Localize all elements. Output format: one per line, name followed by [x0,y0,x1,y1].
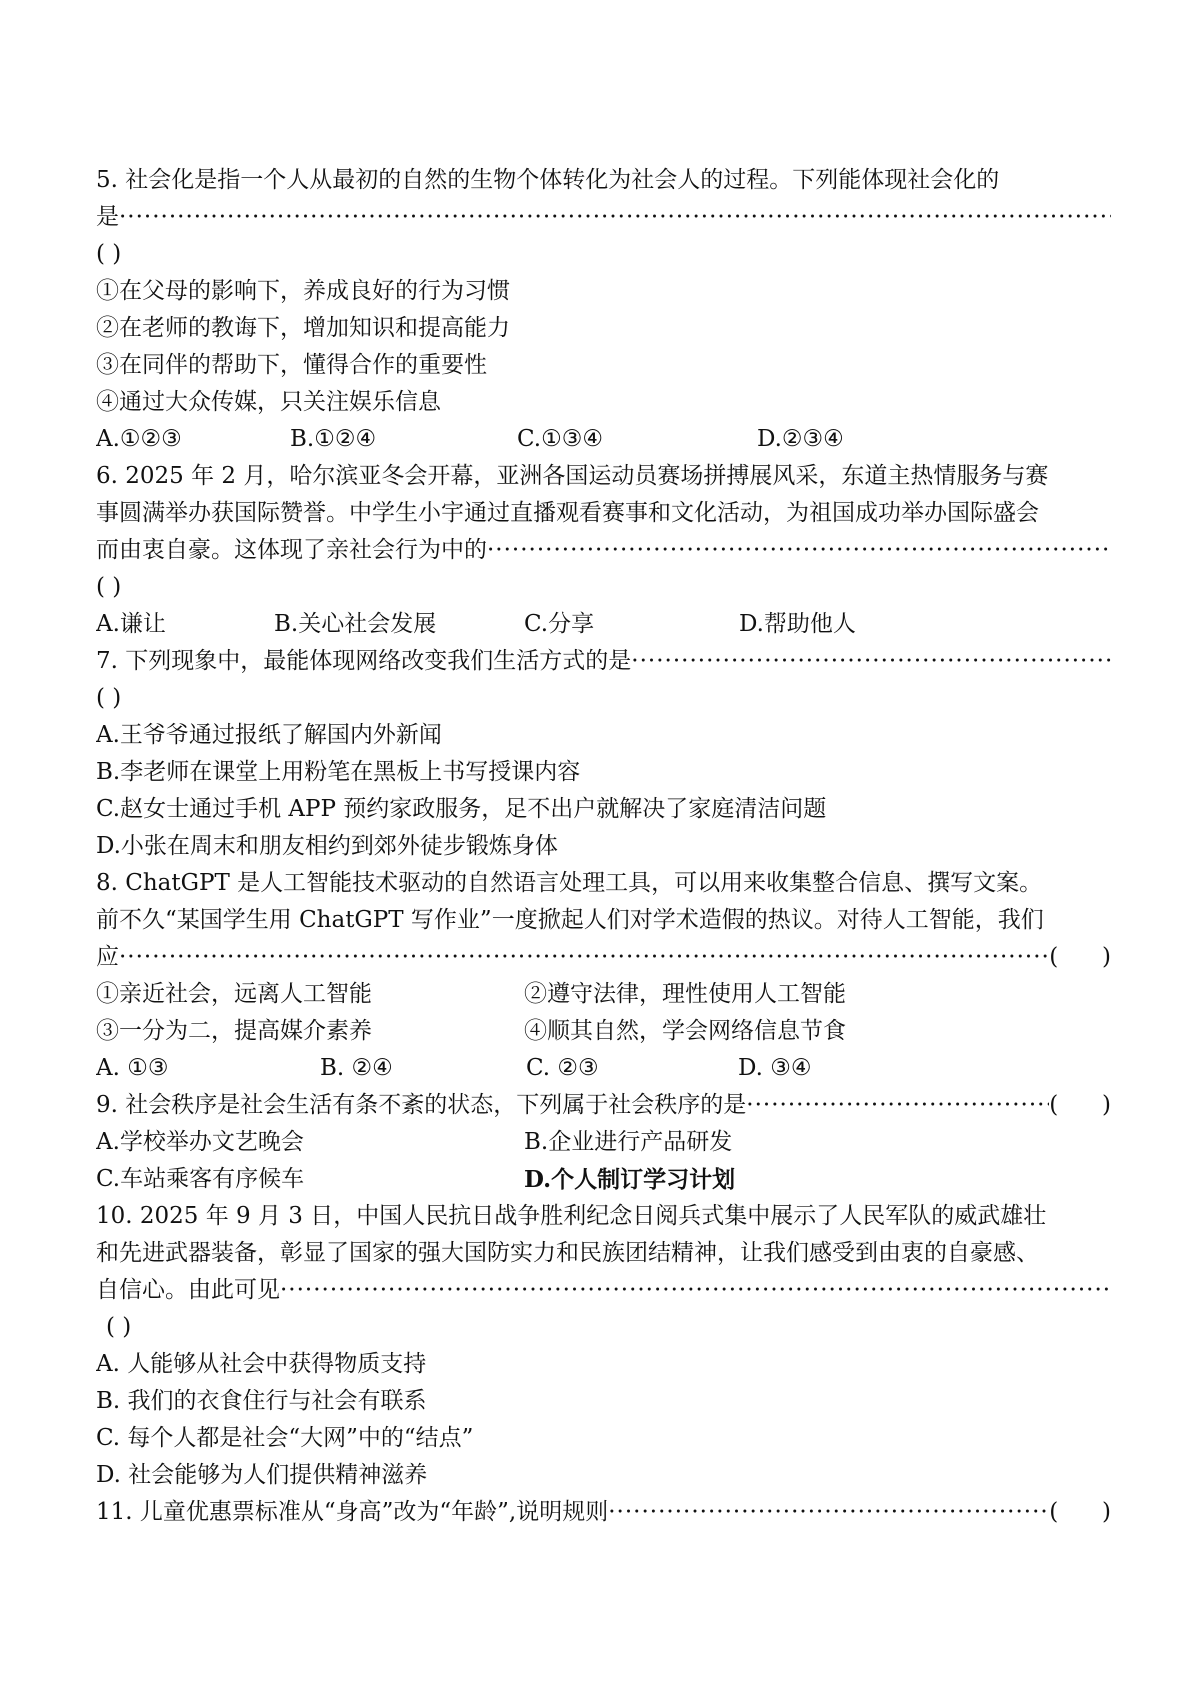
question-stem-leader: 而由衷自豪。这体现了亲社会行为中的 ····· [96,532,1111,569]
option-b[interactable]: B.企业进行产品研发 [524,1129,733,1155]
option-c[interactable]: C.车站乘客有序候车 [96,1166,305,1192]
option-row [96,1124,1111,1161]
statement-item: ①在父母的影响下，养成良好的行为习惯 [96,278,510,304]
question-stem: 8. ChatGPT 是人工智能技术驱动的自然语言处理工具，可以用来收集整合信息、撰写文案。 [96,870,1043,896]
option-c[interactable]: C.①③④ [517,426,603,452]
question-stem: 和先进武器装备，彰显了国家的强大国防实力和民族团结精神，让我们感受到由衷的自豪感、 [96,1240,1039,1266]
option-c[interactable]: C. 每个人都是社会“大网”中的“结点” [96,1425,474,1451]
dot-leader [608,1494,1049,1531]
option-b[interactable]: B. ②④ [320,1055,393,1081]
question-stem-leader: 11. 儿童优惠票标准从“身高”改为“年龄”,说明规则 ····· ( ) [96,1494,1111,1531]
question-stem: 10. 2025 年 9 月 3 日，中国人民抗日战争胜利纪念日阅兵式集中展示了人民军队的威武雄壮 [96,1203,1047,1229]
dot-leader [119,939,1049,976]
question-stem-leader: 自信心。由此可见 ····· [96,1272,1111,1309]
option-d[interactable]: D.小张在周末和朋友相约到郊外徒步锻炼身体 [96,833,558,859]
option-d[interactable]: D. 社会能够为人们提供精神滋养 [96,1462,428,1488]
question-6 [96,458,1111,643]
answer-options [96,421,1111,458]
statement-item: ②在老师的教诲下，增加知识和提高能力 [96,315,510,341]
statement-item: ③在同伴的帮助下，懂得合作的重要性 [96,352,487,378]
answer-blank[interactable]: ( ) [96,241,122,267]
answer-blank[interactable]: ( ) [106,1314,132,1340]
question-11 [96,1494,1111,1531]
statement-item: ④顺其自然，学会网络信息节食 [524,1018,846,1044]
option-d[interactable]: D. ③④ [738,1055,812,1081]
statement-item: ③一分为二，提高媒介素养 [96,1018,372,1044]
option-d[interactable]: D.②③④ [757,426,844,452]
question-stem: 5. 社会化是指一个人从最初的自然的生物个体转化为社会人的过程。下列能体现社会化的 [96,167,1000,193]
answer-blank[interactable]: ( ) [1049,1499,1111,1525]
question-stem: 前不久“某国学生用 ChatGPT 写作业”一度掀起人们对学术造假的热议。对待人工智能，我们 [96,907,1044,933]
option-b[interactable]: B.①②④ [290,426,377,452]
statement-row [96,1013,1111,1050]
answer-options [96,606,1111,643]
option-d[interactable]: D.个人制订学习计划 [524,1166,736,1193]
dot-leader [631,643,1111,680]
question-9 [96,1087,1111,1198]
exam-page [96,162,1111,1531]
option-a[interactable]: A. 人能够从社会中获得物质支持 [96,1351,427,1377]
option-d[interactable]: D.帮助他人 [739,611,856,637]
question-10 [96,1198,1111,1494]
question-stem-leader: 是 ····· [96,199,1111,236]
question-7 [96,643,1111,865]
option-b[interactable]: B. 我们的衣食住行与社会有联系 [96,1388,427,1414]
answer-blank[interactable]: ( ) [1049,944,1111,970]
statement-row [96,976,1111,1013]
dot-leader [487,532,1111,569]
answer-blank[interactable]: ( ) [96,574,122,600]
statement-item: ①亲近社会，远离人工智能 [96,981,372,1007]
option-b[interactable]: B.关心社会发展 [274,611,437,637]
question-stem-leader: 应 ····· ( ) [96,939,1111,976]
question-8 [96,865,1111,1087]
question-stem: 6. 2025 年 2 月，哈尔滨亚冬会开幕，亚洲各国运动员赛场拼搏展风采，东道主热情服务与赛 [96,463,1049,489]
option-a[interactable]: A.谦让 [96,611,166,637]
question-5 [96,162,1111,458]
answer-blank[interactable]: ( ) [1049,1092,1111,1118]
question-stem-leader: 7. 下列现象中，最能体现网络改变我们生活方式的是 ····· [96,643,1111,680]
option-c[interactable]: C. ②③ [526,1055,599,1081]
option-c[interactable]: C.赵女士通过手机 APP 预约家政服务，足不出户就解决了家庭清洁问题 [96,796,827,822]
option-row [96,1161,1111,1198]
dot-leader [119,199,1111,236]
statement-item: ④通过大众传媒，只关注娱乐信息 [96,389,441,415]
question-stem-leader: 9. 社会秩序是社会生活有条不紊的状态，下列属于社会秩序的是 ····· ( ) [96,1087,1111,1124]
option-a[interactable]: A. ①③ [96,1055,169,1081]
option-a[interactable]: A.王爷爷通过报纸了解国内外新闻 [96,722,442,748]
answer-options [96,1050,1111,1087]
dot-leader [746,1087,1049,1124]
option-c[interactable]: C.分享 [524,611,595,637]
option-a[interactable]: A.学校举办文艺晚会 [96,1129,304,1155]
answer-blank[interactable]: ( ) [96,685,122,711]
option-a[interactable]: A.①②③ [96,426,182,452]
dot-leader [280,1272,1111,1309]
option-b[interactable]: B.李老师在课堂上用粉笔在黑板上书写授课内容 [96,759,581,785]
question-stem: 事圆满举办获国际赞誉。中学生小宇通过直播观看赛事和文化活动，为祖国成功举办国际盛会 [96,500,1039,526]
statement-item: ②遵守法律，理性使用人工智能 [524,981,846,1007]
